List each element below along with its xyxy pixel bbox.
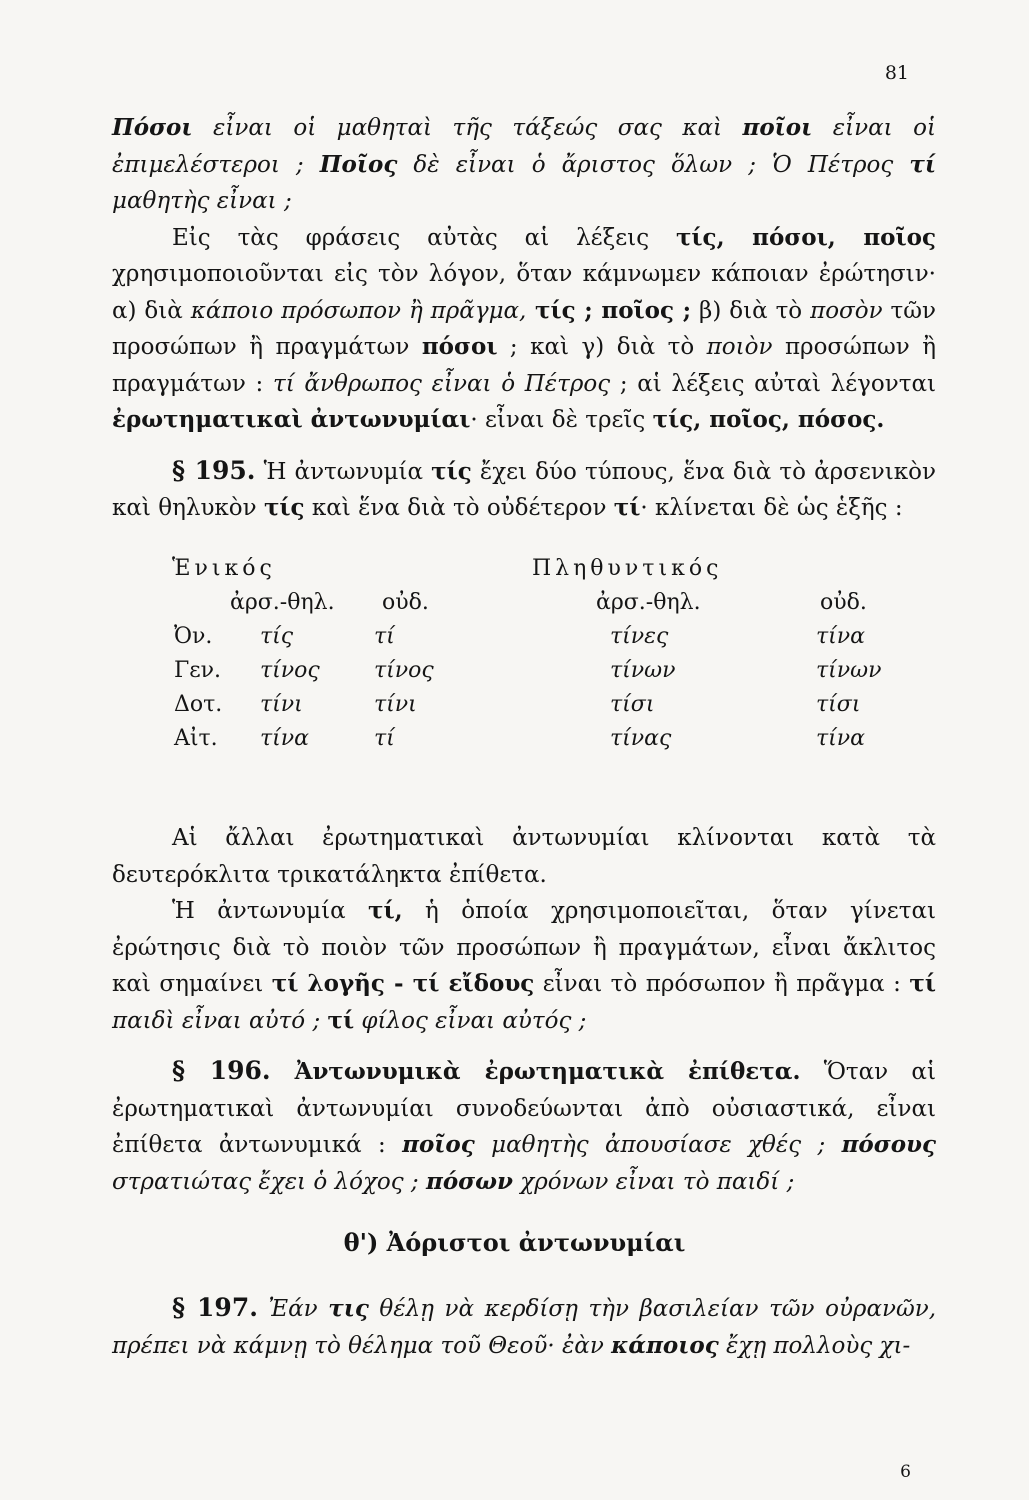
text: · κλίνεται δὲ ὡς ἑξῆς : — [640, 495, 903, 521]
gender-header-row — [112, 590, 932, 624]
bold-term: κάποιος — [611, 1331, 719, 1359]
italic-term: στρατιώτας ἔχει ὁ λόχος ; — [112, 1168, 426, 1195]
text: ; αἱ λέξεις αὐταὶ λέγονται — [610, 370, 936, 397]
intro-word: Πόσοι — [112, 114, 193, 141]
singular-header: Ἑνικός — [172, 556, 276, 581]
bold-term: τίς — [431, 457, 472, 485]
italic-term: ἔχῃ πολλοὺς χι- — [718, 1332, 911, 1359]
number-header-row — [112, 556, 932, 590]
form-cell: τίνος — [374, 658, 434, 683]
text: ἔχει δύο τύπους, ἕνα διὰ τὸ ἀρσενικὸν καὶ θηλυκὸν — [112, 458, 936, 521]
text: · εἶναι δὲ τρεῖς — [470, 407, 653, 433]
form-cell: τίσι — [610, 692, 655, 717]
form-cell: τίσι — [816, 692, 861, 717]
italic-term: κάποιο πρόσωπον ἢ πρᾶγμα, — [190, 297, 527, 324]
section-196 — [112, 1053, 936, 1200]
table-row — [112, 624, 932, 658]
bold-term: ποῖος — [402, 1131, 475, 1158]
plural-header: Πληθυντικός — [532, 556, 723, 581]
section-heading: θ') Ἀόριστοι ἀντωνυμίαι — [343, 1228, 686, 1257]
intro-text: εἶναι οἱ ἐπιμελέστεροι ; — [112, 115, 936, 178]
case-label: Αἰτ. — [174, 726, 218, 751]
text: ; καὶ γ) διὰ τὸ — [497, 334, 707, 360]
italic-term: Ἐάν — [257, 1296, 329, 1322]
table-row — [112, 726, 932, 760]
section-195 — [112, 453, 936, 527]
italic-term: ποσὸν — [810, 297, 883, 324]
form-cell: τίνα — [260, 726, 310, 751]
form-cell: τίνων — [816, 658, 882, 683]
italic-term: χρόνων εἶναι τὸ παιδί ; — [513, 1168, 795, 1195]
bold-term: τίς ; ποῖος ; — [526, 296, 692, 324]
italic-term: φίλος εἶναι αὐτός ; — [354, 1007, 587, 1034]
case-label: Γεν. — [174, 658, 222, 683]
gender-header: οὐδ. — [820, 590, 867, 615]
case-label: Δοτ. — [174, 692, 223, 717]
italic-term: τί ἄνθρωπος εἶναι ὁ Πέτρος — [273, 370, 611, 397]
intro-word: Ποῖος — [319, 150, 398, 178]
text: προσώπων ἢ πραγμάτων : — [112, 334, 936, 397]
bold-term: τί λογῆς - τί εἴδους — [271, 970, 535, 997]
gender-header: οὐδ. — [382, 590, 429, 615]
bold-term: τις — [328, 1295, 369, 1322]
section-number: § 195. — [172, 455, 256, 485]
table-row — [112, 658, 932, 692]
form-cell: τί — [374, 624, 395, 649]
form-cell: τίνας — [610, 726, 672, 751]
form-cell: τίνα — [816, 726, 866, 751]
text: καὶ ἕνα διὰ τὸ οὐδέτερον — [304, 495, 614, 521]
section-number: § 196. — [172, 1056, 271, 1085]
form-cell: τίνι — [374, 692, 417, 717]
gender-header: ἀρσ.-θηλ. — [596, 590, 701, 615]
bold-term: πόσους — [841, 1131, 936, 1158]
text: τῶν προσώπων ἢ πραγμάτων — [112, 297, 936, 360]
bold-term: τί — [909, 970, 936, 997]
bold-term: πόσοι — [421, 333, 498, 360]
intro-text: δὲ εἶναι ὁ ἄριστος ὅλων ; Ὁ Πέτρος — [397, 151, 910, 178]
section-number: § 197. — [172, 1293, 258, 1322]
intro-text: εἶναι οἱ μαθηταὶ τῆς τάξεώς σας καὶ — [192, 115, 743, 141]
italic-term: μαθητὴς ἀπουσίασε χθές ; — [474, 1132, 842, 1158]
bold-term: τίς, ποῖος, πόσος. — [652, 406, 885, 433]
page-number: 81 — [884, 62, 909, 84]
form-cell: τί — [374, 726, 395, 751]
italic-term: ποιὸν — [706, 334, 773, 360]
text: ἡ ὁποία χρησιμοποιεῖται, ὅταν γίνεται ἐρώτησις διὰ τὸ ποιὸν τῶν προσώπων ἢ πραγμάτων, εἶναι ἄκλιτος καὶ σημαίνει — [112, 898, 936, 997]
intro-text: μαθητὴς εἶναι ; — [112, 188, 292, 214]
form-cell: τίνος — [260, 658, 320, 683]
text: Εἰς τὰς φράσεις αὐτὰς αἱ λέξεις — [172, 224, 676, 251]
other-paragraph: Αἱ ἄλλαι ἐρωτηματικαὶ ἀντωνυμίαι κλίνονται κατὰ τὰ δευτερόκλιτα τρικατάληκτα ἐπίθετα. — [112, 825, 936, 888]
form-cell: τίνες — [610, 624, 669, 649]
text: Ἡ ἀντωνυμία — [255, 458, 432, 485]
form-cell: τίνων — [610, 658, 676, 683]
bold-term: τίς, πόσοι, ποῖος — [675, 223, 936, 251]
bold-term: πόσων — [426, 1167, 513, 1195]
bold-term: τί — [613, 494, 641, 521]
bold-term: τί — [327, 1006, 355, 1034]
declension-table — [112, 556, 932, 760]
form-cell: τίνα — [816, 624, 866, 649]
bold-term: ἐρωτηματικαὶ ἀντωνυμίαι — [112, 406, 471, 433]
intro-word: ποῖοι — [742, 114, 813, 141]
section-title: Ἀντωνυμικὰ ἐρωτηματικὰ ἐπίθετα. — [270, 1058, 801, 1085]
middle-block — [112, 820, 936, 1200]
form-cell: τίς — [260, 624, 294, 649]
bold-term: τί, — [368, 897, 403, 924]
bold-term: τίς — [263, 494, 305, 521]
text: Ἡ ἀντωνυμία — [172, 898, 369, 924]
explain-paragraph — [112, 220, 936, 439]
table-row — [112, 692, 932, 726]
italic-term: παιδὶ εἶναι αὐτό ; — [112, 1007, 328, 1034]
ti-paragraph — [112, 893, 936, 1039]
text: χρησιμοποιοῦνται εἰς τὸν λόγον, ὅταν κάμνωμεν κάποιαν ἐρώτησιν· α) διὰ — [112, 261, 936, 324]
italic-term: θέλῃ νὰ κερδίσῃ τὴν βασιλείαν τῶν οὐρανῶν, πρέπει νὰ κάμνῃ τὸ θέλημα τοῦ Θεοῦ· ἐὰν — [112, 1296, 937, 1359]
signature-mark: 6 — [900, 1462, 911, 1482]
text: Ὅταν αἱ ἐρωτηματικαὶ ἀντωνυμίαι συνοδεύωνται ἀπὸ οὐσιαστικά, εἶναι ἐπίθετα ἀντωνυμικά : — [112, 1059, 936, 1158]
section-197 — [112, 1290, 936, 1364]
intro-paragraph — [112, 110, 936, 220]
text: εἶναι τὸ πρόσωπον ἢ πρᾶγμα : — [534, 971, 910, 997]
case-label: Ὀν. — [174, 624, 213, 649]
intro-word: τί — [909, 150, 936, 178]
form-cell: τίνι — [260, 692, 303, 717]
text: β) διὰ τὸ — [691, 297, 811, 324]
section-197-block — [112, 1290, 936, 1364]
gender-header: ἀρσ.-θηλ. — [230, 590, 335, 615]
intro-block — [112, 110, 936, 527]
